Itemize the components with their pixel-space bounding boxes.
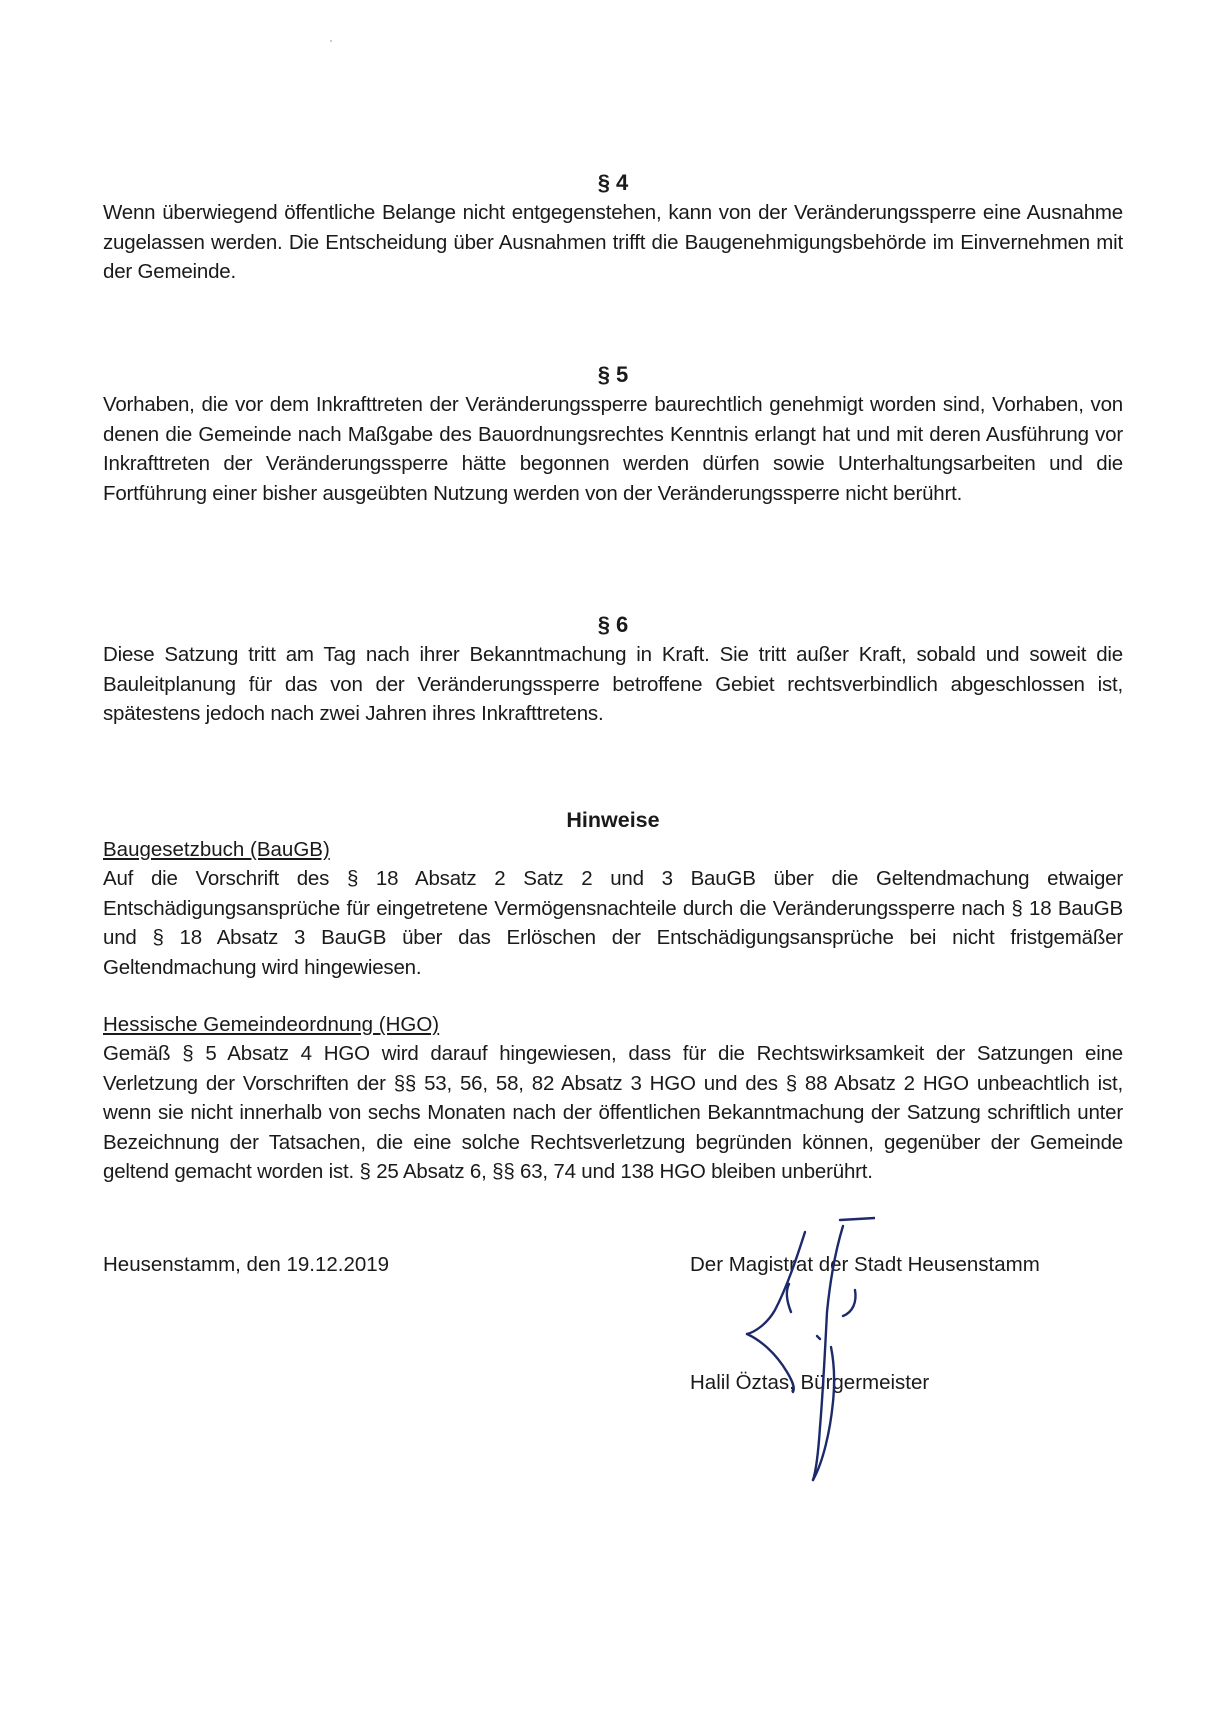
hinweise-section bbox=[103, 805, 1123, 1187]
hgo-text: Gemäß § 5 Absatz 4 HGO wird darauf hingewiesen, dass für die Rechtswirksamkeit der Satzungen eine Verletzung der Vorschriften der §§ 53, 56, 58, 82 Absatz 3 HGO und des § 88 Absatz 2 HGO unbeachtlich ist, wenn sie nicht innerhalb von sechs Monaten nach der öffentlichen Bekanntmachung der Satzung schriftlich unter Bezeichnung der Tatsachen, die eine solche Rechtsverletzung begründen können, gegenüber der Gemeinde geltend gemacht worden ist. § 25 Absatz 6, §§ 63, 74 und 138 HGO bleiben unberührt. bbox=[103, 1042, 1123, 1183]
section-4 bbox=[103, 168, 1123, 287]
section-text: Vorhaben, die vor dem Inkrafttreten der Veränderungssperre baurechtlich genehmigt worden sind, Vorhaben, von denen die Gemeinde nach Maßgabe des Bauordnungsrechtes Kenntnis erlangt hat und mit deren Ausführung vor Inkrafttreten der Veränderungssperre hätte begonnen werden dürfen sowie Unterhaltungsarbeiten und die Fortführung einer bisher ausgeübten Nutzung werden von der Veränderungssperre nicht berührt. bbox=[103, 393, 1123, 505]
section-heading: § 4 bbox=[597, 170, 629, 195]
section-5 bbox=[103, 360, 1123, 508]
signatory: Halil Öztas, Bürgermeister bbox=[690, 1371, 930, 1394]
baugb-text: Auf die Vorschrift des § 18 Absatz 2 Satz 2 und 3 BauGB über die Geltendmachung etwaiger Entschädigungsansprüche für eingetretene Vermögensnachteile durch die Veränderungssperre nach § 18 BauGB und § 18 Absatz 3 BauGB über das Erlöschen der Entschädigungsansprüche bei nicht fristgemäßer Geltendmachung wird hingewiesen. bbox=[103, 867, 1123, 979]
section-text: Diese Satzung tritt am Tag nach ihrer Bekanntmachung in Kraft. Sie tritt außer Kraft, sobald und soweit die Bauleitplanung für das von der Veränderungssperre betroffene Gebiet rechtsverbindlich abgeschlossen ist, spätestens jedoch nach zwei Jahren ihres Inkrafttretens. bbox=[103, 643, 1123, 725]
signature-image bbox=[735, 1212, 875, 1492]
section-6 bbox=[103, 610, 1123, 729]
authority: Der Magistrat der Stadt Heusenstamm bbox=[690, 1253, 1040, 1276]
scan-artifact bbox=[330, 40, 332, 42]
hgo-heading: Hessische Gemeindeordnung (HGO) bbox=[103, 1013, 440, 1036]
hinweise-title: Hinweise bbox=[566, 808, 660, 832]
section-heading: § 6 bbox=[597, 612, 629, 637]
place-date: Heusenstamm, den 19.12.2019 bbox=[103, 1253, 390, 1276]
baugb-heading: Baugesetzbuch (BauGB) bbox=[103, 838, 330, 861]
section-text: Wenn überwiegend öffentliche Belange nicht entgegenstehen, kann von der Veränderungssperre eine Ausnahme zugelassen werden. Die Entscheidung über Ausnahmen trifft die Baugenehmigungsbehörde im Einvernehmen mit der Gemeinde. bbox=[103, 201, 1123, 283]
section-heading: § 5 bbox=[597, 362, 629, 387]
